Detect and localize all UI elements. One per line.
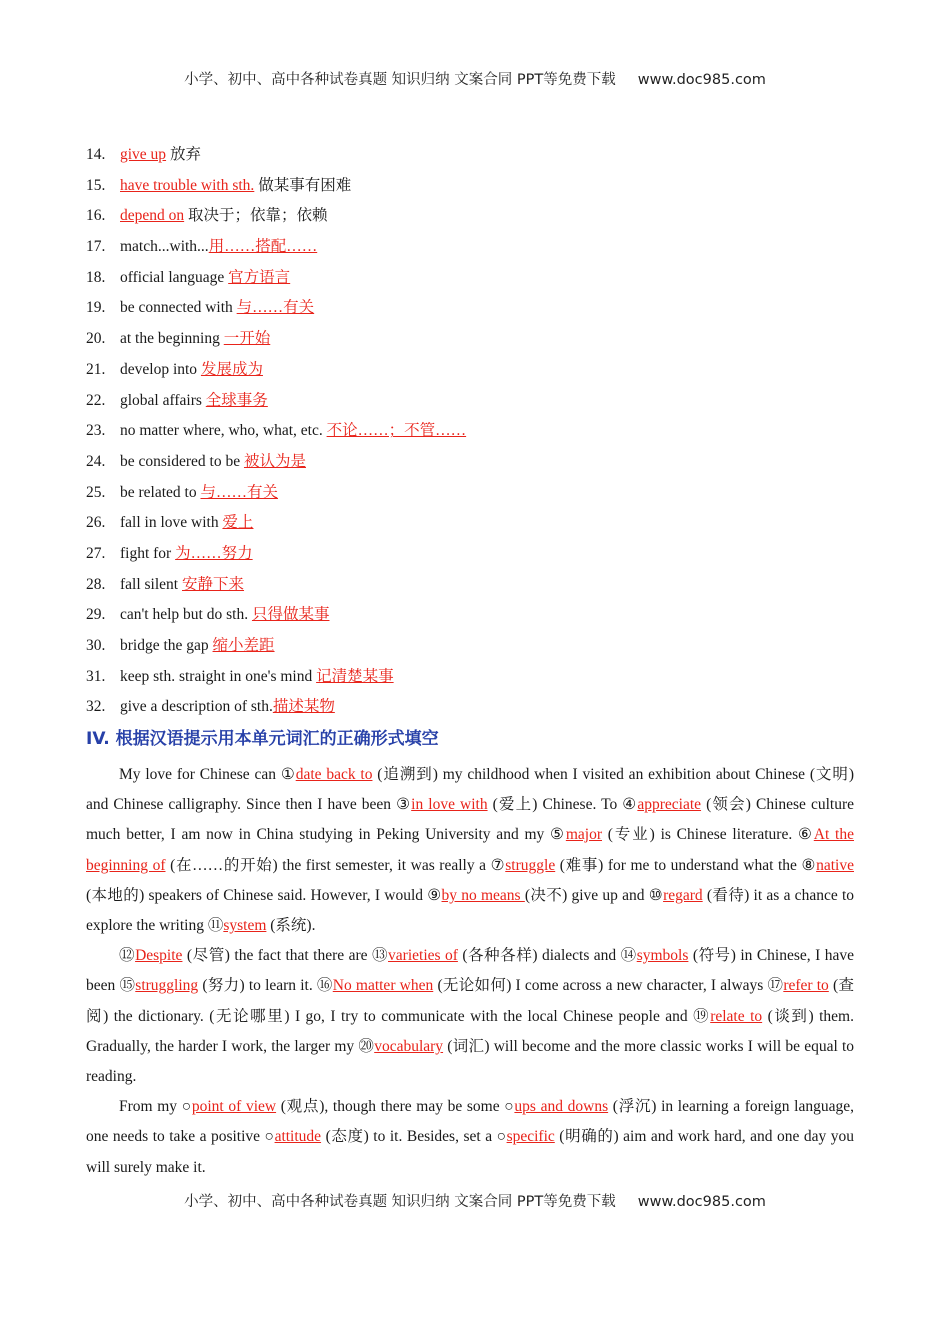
phrase-answer: 爱上 bbox=[222, 514, 254, 532]
phrase-answer: 安静下来 bbox=[182, 575, 245, 593]
phrase-answer: 缩小差距 bbox=[212, 637, 275, 654]
passage-text: (难事) for me to understand what the ⑧ bbox=[555, 856, 817, 874]
phrase-text: be connected with bbox=[120, 299, 237, 317]
passage-paragraph bbox=[86, 1092, 854, 1183]
phrase-item bbox=[86, 232, 866, 263]
phrase-text: match...with... bbox=[120, 238, 209, 256]
phrase-item bbox=[86, 386, 866, 417]
phrase-item bbox=[86, 140, 866, 171]
phrase-list bbox=[86, 140, 866, 723]
phrase-item bbox=[86, 293, 866, 324]
blank-answer: in love with bbox=[411, 796, 488, 814]
phrase-number: 20. bbox=[86, 330, 106, 348]
phrase-text: fall in love with bbox=[120, 514, 223, 532]
passage-text: (在……的开始) the first semester, it was really a ⑦ bbox=[165, 856, 506, 874]
phrase-answer: 与……有关 bbox=[236, 299, 315, 317]
phrase-item bbox=[86, 600, 866, 631]
passage-text: (词汇) will become and the more classic works I will be equal to reading. bbox=[86, 1037, 855, 1086]
blank-answer: ups and downs bbox=[514, 1098, 609, 1116]
blank-answer: native bbox=[816, 856, 854, 874]
phrase-text: can't help but do sth. bbox=[120, 606, 252, 624]
phrase-answer: 发展成为 bbox=[200, 360, 263, 378]
phrase-answer: give up bbox=[120, 146, 167, 163]
phrase-item bbox=[86, 478, 866, 509]
blank-answer: by no means bbox=[441, 886, 525, 904]
passage-text: (浮沉) in learning a foreign language, one needs to take a positive ○ bbox=[86, 1098, 854, 1146]
phrase-answer: 用……搭配…… bbox=[208, 238, 318, 256]
page-footer bbox=[0, 1190, 950, 1211]
page-header bbox=[0, 68, 950, 89]
blank-answer: struggle bbox=[505, 856, 556, 874]
passage-text: (系统). bbox=[266, 917, 316, 935]
phrase-text: official language bbox=[120, 268, 229, 286]
phrase-number: 25. bbox=[86, 483, 106, 501]
passage-text: (谈到) them. Gradually, the harder I work, the larger my ⑳ bbox=[86, 1007, 854, 1055]
passage-text: (决不) give up and ⑩ bbox=[524, 886, 664, 904]
phrase-answer: 官方语言 bbox=[228, 268, 291, 286]
phrase-item bbox=[86, 355, 866, 386]
phrase-text: develop into bbox=[120, 360, 201, 378]
phrase-number: 22. bbox=[86, 391, 106, 409]
blank-answer: Despite bbox=[135, 947, 183, 965]
blank-answer: vocabulary bbox=[374, 1037, 444, 1055]
passage-text: (明确的) aim and work hard, and one day you will surely make it. bbox=[86, 1128, 854, 1176]
phrase-answer: have trouble with sth. bbox=[120, 176, 255, 194]
blank-answer: No matter when bbox=[332, 977, 434, 995]
phrase-answer: 与……有关 bbox=[200, 483, 278, 501]
passage-text: (各种各样) dialects and ⑭ bbox=[457, 947, 637, 965]
blank-answer: relate to bbox=[710, 1007, 763, 1025]
phrase-number: 17. bbox=[86, 238, 106, 256]
phrase-text: bridge the gap bbox=[120, 637, 213, 654]
blank-answer: attitude bbox=[274, 1128, 322, 1146]
phrase-gloss: 取决于；依靠；依赖 bbox=[184, 207, 328, 225]
phrase-item bbox=[86, 692, 866, 723]
phrase-number: 14. bbox=[86, 146, 106, 163]
passage-text: (本地的) speakers of Chinese said. However, I would ⑨ bbox=[86, 886, 442, 904]
phrase-answer: 不论……；不管…… bbox=[326, 422, 467, 440]
passage-text: (看待) it as a chance to explore the writing ⑪ bbox=[86, 886, 854, 935]
passage-paragraph bbox=[86, 760, 854, 941]
phrase-number: 30. bbox=[86, 637, 106, 654]
phrase-number: 21. bbox=[86, 360, 106, 378]
phrase-item bbox=[86, 171, 866, 202]
phrase-item bbox=[86, 324, 866, 355]
phrase-item bbox=[86, 662, 866, 693]
blank-answer: major bbox=[565, 826, 602, 844]
passage-text: (追溯到) my childhood when I visited an exhibition about Chinese (文明) and Chinese calligraphy. Since then I have been ③ bbox=[86, 766, 854, 814]
section-title: IV. 根据汉语提示用本单元词汇的正确形式填空 bbox=[86, 729, 439, 749]
blank-answer: varieties of bbox=[388, 947, 458, 965]
phrase-answer: 描述某物 bbox=[272, 698, 335, 716]
phrase-number: 16. bbox=[86, 207, 106, 225]
blank-answer: symbols bbox=[636, 947, 689, 965]
blank-answer: regard bbox=[663, 886, 703, 904]
phrase-number: 29. bbox=[86, 606, 106, 624]
phrase-item bbox=[86, 539, 866, 570]
phrase-item bbox=[86, 570, 866, 601]
phrase-text: at the beginning bbox=[120, 330, 224, 348]
passage-text: From my ○ bbox=[119, 1098, 192, 1116]
phrase-number: 26. bbox=[86, 514, 106, 532]
passage-text: (查阅) the dictionary. (无论哪里) I go, I try to communicate with the local Chinese people and ⑲ bbox=[86, 977, 854, 1025]
phrase-text: be considered to be bbox=[120, 452, 244, 470]
phrase-number: 15. bbox=[86, 176, 106, 194]
phrase-answer: 被认为是 bbox=[243, 452, 306, 470]
passage-text: (领会) Chinese culture much better, I am now in China studying in Peking University and my ⑤ bbox=[86, 796, 855, 844]
passage-text: (努力) to learn it. ⑯ bbox=[198, 977, 333, 995]
phrase-answer: 为……努力 bbox=[175, 544, 253, 562]
phrase-text: fight for bbox=[120, 544, 176, 562]
header-text: 小学、初中、高中各种试卷真题 知识归纳 文案合同 PPT等免费下载 bbox=[184, 72, 616, 88]
phrase-number: 19. bbox=[86, 299, 106, 317]
phrase-number: 24. bbox=[86, 452, 106, 470]
phrase-item bbox=[86, 508, 866, 539]
phrase-item bbox=[86, 447, 866, 478]
phrase-item bbox=[86, 631, 866, 662]
blank-answer: appreciate bbox=[637, 796, 702, 814]
phrase-gloss: 放弃 bbox=[166, 146, 201, 163]
passage-text: (无论如何) I come across a new character, I always ⑰ bbox=[433, 977, 784, 995]
blank-answer: struggling bbox=[135, 977, 199, 995]
phrase-item bbox=[86, 416, 866, 447]
footer-site: www.doc985.com bbox=[637, 1194, 766, 1210]
passage-text: (态度) to it. Besides, set a ○ bbox=[321, 1128, 507, 1146]
phrase-text: no matter where, who, what, etc. bbox=[120, 422, 327, 440]
passage-paragraph bbox=[86, 941, 854, 1092]
phrase-number: 27. bbox=[86, 544, 106, 562]
blank-answer: point of view bbox=[191, 1098, 277, 1116]
blank-answer: system bbox=[223, 917, 267, 935]
phrase-item bbox=[86, 263, 866, 294]
phrase-answer: 只得做某事 bbox=[251, 606, 330, 624]
phrase-answer: 全球事务 bbox=[205, 391, 268, 409]
phrase-text: global affairs bbox=[120, 391, 206, 409]
phrase-text: keep sth. straight in one's mind bbox=[120, 667, 317, 685]
phrase-text: fall silent bbox=[120, 575, 182, 593]
cloze-passage bbox=[86, 760, 854, 1183]
phrase-answer: depend on bbox=[120, 207, 185, 225]
passage-text: (观点), though there may be some ○ bbox=[276, 1098, 515, 1116]
phrase-number: 31. bbox=[86, 667, 106, 685]
passage-text: My love for Chinese can ① bbox=[119, 766, 296, 783]
blank-answer: date back to bbox=[295, 766, 373, 783]
header-site: www.doc985.com bbox=[637, 72, 766, 88]
phrase-text: be related to bbox=[120, 483, 201, 501]
passage-text: (专业) is Chinese literature. ⑥ bbox=[602, 826, 814, 844]
phrase-text: give a description of sth. bbox=[120, 698, 273, 716]
phrase-number: 32. bbox=[86, 698, 106, 716]
phrase-number: 18. bbox=[86, 268, 106, 286]
phrase-answer: 记清楚某事 bbox=[316, 667, 394, 685]
phrase-item bbox=[86, 201, 866, 232]
phrase-gloss: 做某事有困难 bbox=[254, 176, 352, 194]
phrase-number: 23. bbox=[86, 422, 106, 440]
passage-text: (符号) in Chinese, I have been ⑮ bbox=[86, 947, 854, 995]
passage-text: (尽管) the fact that there are ⑬ bbox=[182, 947, 389, 965]
footer-text: 小学、初中、高中各种试卷真题 知识归纳 文案合同 PPT等免费下载 bbox=[184, 1194, 616, 1210]
phrase-number: 28. bbox=[86, 575, 106, 593]
phrase-answer: 一开始 bbox=[223, 330, 271, 348]
passage-text: ⑫ bbox=[119, 947, 136, 965]
blank-answer: At the beginning of bbox=[86, 826, 854, 874]
passage-text: (爱上) Chinese. To ④ bbox=[487, 796, 638, 814]
blank-answer: refer to bbox=[783, 977, 829, 995]
blank-answer: specific bbox=[506, 1128, 555, 1146]
